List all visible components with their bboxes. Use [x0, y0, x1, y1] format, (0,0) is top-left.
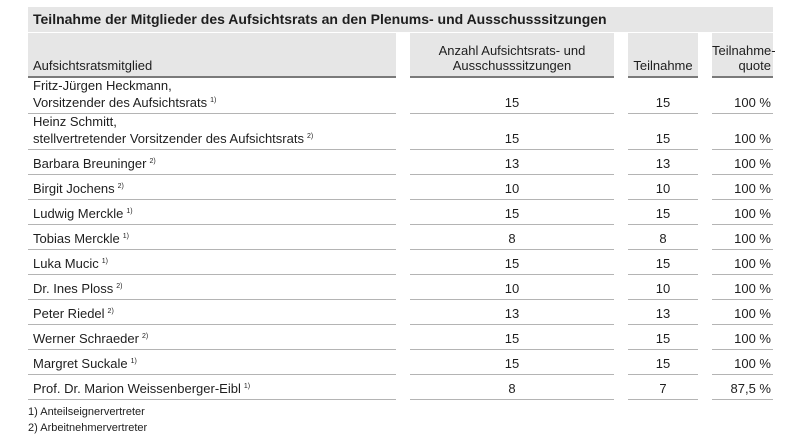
cell-member	[28, 150, 396, 175]
footnote-marker: 2)	[141, 333, 149, 340]
table-row	[28, 325, 773, 350]
table-row	[28, 275, 773, 300]
member-role: Vorsitzender des Aufsichtsrats	[33, 95, 208, 110]
header-row	[28, 33, 773, 78]
member-name: Ludwig Merckle	[33, 206, 124, 221]
member-name: Luka Mucic	[33, 256, 99, 271]
cell-meetings: 15	[410, 250, 614, 275]
cell-quota: 100 %	[712, 175, 773, 200]
table-row	[28, 114, 773, 150]
cell-meetings: 10	[410, 175, 614, 200]
footnote-1: 1) Anteilseignervertreter	[28, 406, 145, 418]
member-name: Werner Schraeder	[33, 331, 139, 346]
table-row	[28, 300, 773, 325]
attendance-table	[28, 33, 776, 400]
footnote-marker: 1)	[122, 233, 129, 240]
footnote-marker: 1)	[101, 258, 108, 265]
cell-attended: 15	[628, 114, 698, 150]
cell-attended: 15	[628, 200, 698, 225]
cell-member	[28, 225, 396, 250]
member-name: Birgit Jochens	[33, 181, 115, 196]
cell-quota: 100 %	[712, 350, 773, 375]
table-row	[28, 250, 773, 275]
member-name: Tobias Merckle	[33, 231, 120, 246]
member-name: Margret Suckale	[33, 356, 128, 371]
cell-meetings: 13	[410, 300, 614, 325]
cell-meetings: 15	[410, 114, 614, 150]
footnote-marker: 1)	[210, 97, 217, 104]
cell-meetings: 15	[410, 350, 614, 375]
header-member: Aufsichtsratsmitglied	[28, 33, 396, 78]
member-name: Fritz-Jürgen Heckmann,	[33, 78, 172, 93]
footnote-marker: 2)	[107, 308, 114, 315]
cell-quota: 100 %	[712, 150, 773, 175]
cell-quota: 87,5 %	[712, 375, 773, 400]
footnote-marker: 1)	[243, 383, 251, 390]
cell-quota: 100 %	[712, 225, 773, 250]
cell-quota: 100 %	[712, 275, 773, 300]
cell-member	[28, 250, 396, 275]
member-name: Dr. Ines Ploss	[33, 281, 114, 296]
cell-member	[28, 78, 396, 114]
member-name: Heinz Schmitt,	[33, 114, 117, 129]
footnote-marker: 2)	[117, 183, 124, 190]
table-row	[28, 78, 773, 114]
table-row	[28, 225, 773, 250]
table-row	[28, 350, 773, 375]
cell-member	[28, 325, 396, 350]
table-row	[28, 175, 773, 200]
table-row	[28, 375, 773, 400]
cell-meetings: 15	[410, 325, 614, 350]
header-meetings: Anzahl Aufsichtsrats- und Ausschusssitzungen	[410, 33, 614, 78]
footnote-marker: 1)	[130, 358, 137, 365]
cell-quota: 100 %	[712, 78, 773, 114]
cell-attended: 15	[628, 325, 698, 350]
cell-meetings: 15	[410, 200, 614, 225]
cell-attended: 10	[628, 175, 698, 200]
cell-member	[28, 275, 396, 300]
footnotes	[28, 404, 147, 436]
member-name: Prof. Dr. Marion Weissenberger-Eibl	[33, 381, 241, 396]
cell-meetings: 15	[410, 78, 614, 114]
member-name: Barbara Breuninger	[33, 156, 147, 171]
cell-meetings: 10	[410, 275, 614, 300]
footnote-marker: 2)	[306, 133, 314, 140]
cell-member	[28, 175, 396, 200]
header-quota: Teilnahme- quote	[712, 33, 773, 78]
cell-quota: 100 %	[712, 200, 773, 225]
cell-quota: 100 %	[712, 114, 773, 150]
cell-quota: 100 %	[712, 250, 773, 275]
member-role: stellvertretender Vorsitzender des Aufsichtsrats	[33, 131, 304, 146]
cell-member	[28, 375, 396, 400]
cell-member	[28, 200, 396, 225]
cell-member	[28, 114, 396, 150]
footnote-marker: 2)	[149, 158, 156, 165]
cell-attended: 15	[628, 250, 698, 275]
table-row	[28, 150, 773, 175]
table-row	[28, 200, 773, 225]
footnote-marker: 1)	[126, 208, 133, 215]
attendance-table-section	[28, 7, 776, 400]
cell-attended: 8	[628, 225, 698, 250]
cell-quota: 100 %	[712, 325, 773, 350]
footnote-marker: 2)	[116, 283, 123, 290]
cell-meetings: 8	[410, 225, 614, 250]
cell-attended: 15	[628, 78, 698, 114]
cell-attended: 7	[628, 375, 698, 400]
cell-meetings: 13	[410, 150, 614, 175]
cell-attended: 13	[628, 300, 698, 325]
cell-member	[28, 300, 396, 325]
cell-attended: 13	[628, 150, 698, 175]
member-name: Peter Riedel	[33, 306, 105, 321]
cell-attended: 10	[628, 275, 698, 300]
footnote-2: 2) Arbeitnehmervertreter	[28, 422, 148, 434]
cell-quota: 100 %	[712, 300, 773, 325]
header-attendance: Teilnahme	[628, 33, 698, 78]
cell-member	[28, 350, 396, 375]
cell-meetings: 8	[410, 375, 614, 400]
table-title: Teilnahme der Mitglieder des Aufsichtsrats an den Plenums- und Ausschusssitzungen	[28, 7, 773, 33]
cell-attended: 15	[628, 350, 698, 375]
